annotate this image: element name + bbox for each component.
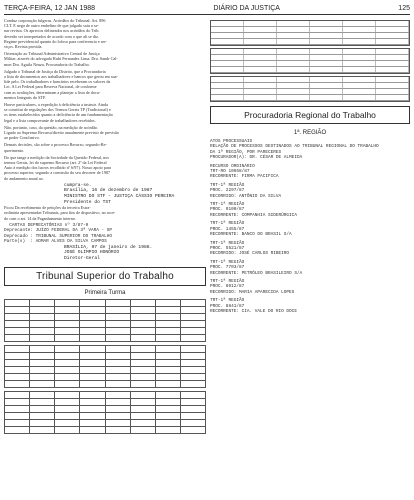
table-cell — [105, 413, 130, 420]
table-cell — [55, 353, 80, 360]
tst-section-title: Tribunal Superior do Trabalho — [4, 267, 206, 286]
table-cell — [180, 321, 205, 328]
table-cell — [155, 420, 180, 427]
table-row — [5, 353, 206, 360]
table-cell — [5, 321, 30, 328]
table-cell — [30, 321, 55, 328]
table-cell — [155, 406, 180, 413]
table-cell — [130, 413, 155, 420]
table-cell — [55, 367, 80, 374]
table-cell — [80, 427, 105, 434]
table-cell — [155, 427, 180, 434]
table-cell — [80, 353, 105, 360]
table-cell — [5, 335, 30, 342]
table-cell — [105, 427, 130, 434]
process-entry-line: TRT-RO 10658/87 — [210, 169, 250, 175]
signature-block-2: BRASÍLIA, 07 de janeiro de 1988. JOSÉ OLÍMPIO HONÓRIO Diretor-Geral — [64, 244, 153, 261]
process-entry — [210, 164, 410, 180]
judgment-table-block — [4, 299, 206, 342]
table-cell — [80, 321, 105, 328]
table-cell — [55, 413, 80, 420]
table-cell — [80, 328, 105, 335]
table-cell — [80, 406, 105, 413]
table-cell — [130, 399, 155, 406]
paragraph-3: Julgado o Tribunal de Justiça do Distrito, que a Procuradoria a lista de documentos aos trabalhadores e bancos que gerou em sua- lide pelo. Os trabalhadores e bancários receberam os valores da Lei. A Lei Federal para Reserva Nacional, de conforme com as avaliações, determinam a planejar a lista de docu- mentos Integrais do STF. — [4, 68, 118, 100]
paragraph-2: Orientação ao Tribunal Administrativo Central de Justiça Militar, através do advogado Rubi Fernandes Lima. Dra. Sandr Cal- mon Dra. Aguila Neuza, Procuradoria do Trabalho. — [4, 51, 118, 67]
process-entry-line: TRT-1ª REGIÃO — [210, 221, 245, 227]
table-cell — [180, 381, 205, 388]
table-cell — [5, 353, 30, 360]
table-cell — [180, 406, 205, 413]
table-cell — [55, 335, 80, 342]
top-tables — [210, 20, 410, 102]
table-cell — [105, 300, 130, 307]
table-cell — [155, 307, 180, 314]
judgment-table-block — [4, 391, 206, 434]
header-page-number: 125 — [398, 4, 410, 12]
table-cell — [55, 381, 80, 388]
process-entry-line: RECORRENTE: BANCO DO BRASIL S/A — [210, 232, 292, 238]
process-entry-line: TRT-1ª REGIÃO — [210, 259, 245, 265]
table-cell — [105, 381, 130, 388]
table-cell — [130, 427, 155, 434]
table-cell — [105, 321, 130, 328]
intro-paragraph: Conduz corporação fulgeras. Acórdãos do Tribunal. Art. 896 CLT. E nega de outro embelino de que julgado saiu o se- nar revista. Os aprecios delineados nos acórdãos do Trib. deverão ser interpretados de acordo com o que ali se diz. Regime previdencial quanto do lofoso para conferencia e ser- viços. Revista provida. — [4, 18, 107, 50]
table-cell — [5, 427, 30, 434]
table-cell — [30, 353, 55, 360]
table-row — [5, 321, 206, 328]
table-cell — [5, 360, 30, 367]
process-entry-line: PROC. 2297/87 — [210, 188, 245, 194]
table-cell — [180, 353, 205, 360]
process-entry-line: TRT-1ª REGIÃO — [210, 240, 245, 246]
table-cell — [155, 335, 180, 342]
table-cell — [105, 360, 130, 367]
table-cell — [105, 328, 130, 335]
process-entry-line: RECORRENTE: PETRÓLEO BRASILEIRO S/A — [210, 270, 303, 276]
right-column — [210, 18, 410, 496]
table-cell — [130, 392, 155, 399]
process-entry-line: TRT-1ª REGIÃO — [210, 202, 245, 208]
table-row — [5, 381, 206, 388]
table-cell — [30, 328, 55, 335]
table-cell — [80, 307, 105, 314]
region-subtitle: 1ª. REGIÃO — [293, 130, 327, 136]
table-cell — [30, 300, 55, 307]
table-cell — [105, 314, 130, 321]
table-cell — [130, 374, 155, 381]
judgment-table — [4, 299, 206, 434]
table-row — [5, 420, 206, 427]
table-cell — [130, 360, 155, 367]
table-row — [5, 427, 206, 434]
table-cell — [105, 420, 130, 427]
table-cell — [55, 346, 80, 353]
process-entry-line: PROC. 7703/87 — [210, 265, 245, 271]
table-cell — [5, 374, 30, 381]
table-cell — [155, 328, 180, 335]
table-cell — [130, 420, 155, 427]
table-cell — [55, 321, 80, 328]
table-cell — [105, 406, 130, 413]
table-cell — [55, 374, 80, 381]
table-cell — [180, 335, 205, 342]
table-cell — [5, 314, 30, 321]
table-cell — [155, 392, 180, 399]
table-cell — [180, 328, 205, 335]
table-row — [5, 399, 206, 406]
table-cell — [30, 374, 55, 381]
table-cell — [130, 367, 155, 374]
table-cell — [105, 399, 130, 406]
process-entry-line: PROC. 8841/87 — [210, 303, 245, 309]
table-cell — [5, 346, 30, 353]
table-cell — [80, 335, 105, 342]
table-cell — [55, 307, 80, 314]
process-entry — [210, 298, 410, 314]
table-cell — [180, 314, 205, 321]
table-cell — [155, 367, 180, 374]
process-entry-line: TRT-1ª REGIÃO — [210, 298, 245, 304]
table-cell — [5, 406, 30, 413]
table-cell — [80, 367, 105, 374]
table-cell — [180, 367, 205, 374]
table-cell — [105, 374, 130, 381]
table-cell — [55, 314, 80, 321]
table-cell — [155, 399, 180, 406]
table-cell — [180, 420, 205, 427]
deprecatory-letter-block: CARTAS DEPRECATÓRIAS nº 3/87-0 Deprecante: JUÍZO FEDERAL DA 3ª VARA - SP Deprecado : TRIBUNAL SUPERIOR DO TRABALHO Parte(s) : ADMAR ALVES DA SILVA CAMPOS — [4, 222, 113, 245]
table-cell — [180, 360, 205, 367]
table-cell — [180, 300, 205, 307]
process-entry-line: RECORRIDO: JOSÉ CARLOS RIBEIRO — [210, 251, 290, 257]
table-cell — [155, 374, 180, 381]
process-entry-line: TRT-1ª REGIÃO — [210, 182, 245, 188]
table-row — [5, 328, 206, 335]
paragraph-7: Do que tange a medição da Sociedade da Questão Federal, nos termos Gerais, lei do supremo Recurso (art. 2º da Lei Federal Auto à medição dos lucros recolhido nº 6/97). Nosso apoio para processo superior, segundo a comissão do seu decorrer de 1987 do andamento anual ao. — [4, 154, 112, 181]
table-row — [5, 374, 206, 381]
table-cell — [80, 413, 105, 420]
table-cell — [105, 335, 130, 342]
table-cell — [180, 346, 205, 353]
table-cell — [55, 300, 80, 307]
process-entry-line: RECORRENTE: FIRMA PACIFICA — [210, 174, 279, 180]
table-cell — [80, 314, 105, 321]
table-cell — [105, 346, 130, 353]
table-cell — [55, 427, 80, 434]
mini-table — [210, 20, 410, 46]
acts-header: ATOS PROCESSUAIS RELAÇÃO DE PROCESSOS DESTINADOS AO TRIBUNAL REGIONAL DO TRABALHO DA 1ª REGIÃO, POR PARECERES PROCURADOR(A): DR. CÉSAR DE ALMEIDA — [210, 139, 379, 161]
table-row — [5, 406, 206, 413]
process-entry-line: RECORRENTE: COMPANHIA SIDERÚRGICA — [210, 212, 297, 218]
table-row — [211, 95, 409, 101]
process-entry-line: RECORRIDO: ANTÔNIO DA SILVA — [210, 193, 282, 199]
process-entry-line: RECORRIDO: MARIA APARECIDA LOPES — [210, 289, 295, 295]
paragraph-4: Houve particulares, a expedição à deficiência a instruir. Ainda se constitui de regulações dos Termos Gerais TP (Tradicional) e os itens estabelecidos quanto a deficiência de um fundamentação legal e a lista comprovante de trabalhadores recebidos. — [4, 102, 113, 123]
table-cell — [80, 392, 105, 399]
table-cell — [30, 399, 55, 406]
process-entry-line: PROC. 6012/87 — [210, 284, 245, 290]
table-cell — [30, 346, 55, 353]
table-cell — [130, 406, 155, 413]
process-entry-line: PROC. 5521/87 — [210, 245, 245, 251]
process-entry-line: PROC. 1455/87 — [210, 226, 245, 232]
table-cell — [30, 360, 55, 367]
paragraph-8: Ficou Da recebimento de petições da terceira Estra- ordinária apresentadas Tribunais, para fins de dispositivo, no acor- do com o art. 14 da Paganhamento interno. — [4, 205, 116, 221]
table-cell — [155, 353, 180, 360]
left-column — [4, 18, 206, 496]
table-cell — [5, 413, 30, 420]
paragraph-5: Não, portanto, caso, da questão, na medição de acórdão. Ligado ao Supremo Recurso/direito anualmente previsto de previsão ao poder Conclusivo. — [4, 124, 120, 141]
process-entry-line: PROC. 9100/87 — [210, 207, 245, 213]
table-cell — [130, 353, 155, 360]
signature-block-1: cumpra-se. Brasília, 16 de dezembro de 1987 MINISTRO DO STF - JUSTIÇA CÁSSIO PEREIRA Presidente do TST — [64, 182, 175, 205]
mini-table — [210, 48, 410, 74]
table-cell — [5, 328, 30, 335]
table-cell — [30, 367, 55, 374]
table-cell — [155, 360, 180, 367]
table-cell — [30, 381, 55, 388]
table-cell — [155, 413, 180, 420]
table-row — [211, 67, 409, 73]
procuradoria-title: Procuradoria Regional do Trabalho — [210, 106, 410, 124]
table-row — [5, 360, 206, 367]
table-cell — [180, 374, 205, 381]
table-row — [5, 392, 206, 399]
table-cell — [105, 367, 130, 374]
table-cell — [30, 406, 55, 413]
table-cell — [55, 360, 80, 367]
table-cell — [80, 360, 105, 367]
table-row — [5, 367, 206, 374]
table-row — [5, 335, 206, 342]
header-date: TERÇA-FEIRA, 12 JAN 1988 — [4, 4, 96, 12]
table-cell — [80, 399, 105, 406]
table-cell — [5, 399, 30, 406]
table-cell — [155, 300, 180, 307]
turma-title: Primeira Turma — [84, 290, 126, 297]
table-cell — [130, 321, 155, 328]
table-cell — [130, 346, 155, 353]
table-cell — [5, 367, 30, 374]
table-row — [5, 314, 206, 321]
table-row — [5, 346, 206, 353]
table-cell — [55, 399, 80, 406]
paragraph-6: Demais decisões, são sobre o processo Recurso, segundo-Re- querimento. — [4, 142, 107, 153]
table-cell — [30, 307, 55, 314]
table-cell — [30, 427, 55, 434]
table-cell — [30, 335, 55, 342]
process-entry — [210, 241, 410, 257]
table-row — [5, 413, 206, 420]
table-cell — [130, 300, 155, 307]
table-cell — [80, 374, 105, 381]
table-cell — [5, 420, 30, 427]
table-cell — [80, 381, 105, 388]
table-cell — [130, 328, 155, 335]
header-publication: DIÁRIO DA JUSTIÇA — [213, 4, 280, 12]
table-cell — [130, 381, 155, 388]
table-cell — [30, 314, 55, 321]
table-row — [5, 300, 206, 307]
table-cell — [180, 392, 205, 399]
table-cell — [155, 321, 180, 328]
table-cell — [130, 314, 155, 321]
table-cell — [130, 307, 155, 314]
process-list — [210, 164, 410, 315]
process-entry-line: TRT-1ª REGIÃO — [210, 278, 245, 284]
table-cell — [155, 346, 180, 353]
table-cell — [105, 392, 130, 399]
table-cell — [55, 328, 80, 335]
process-entry-line: RECORRENTE: CIA. VALE DO RIO DOCE — [210, 308, 297, 314]
process-entry — [210, 202, 410, 218]
table-cell — [105, 353, 130, 360]
table-cell — [180, 399, 205, 406]
table-cell — [180, 427, 205, 434]
process-entry — [210, 260, 410, 276]
table-cell — [155, 314, 180, 321]
process-entry — [210, 183, 410, 199]
table-cell — [130, 335, 155, 342]
table-cell — [180, 307, 205, 314]
table-cell — [5, 392, 30, 399]
process-entry — [210, 221, 410, 237]
table-cell — [155, 381, 180, 388]
table-cell — [5, 381, 30, 388]
table-cell — [5, 300, 30, 307]
table-row — [211, 39, 409, 45]
table-cell — [105, 307, 130, 314]
table-cell — [80, 300, 105, 307]
process-entry — [210, 279, 410, 295]
table-cell — [55, 406, 80, 413]
judgment-table-block — [4, 345, 206, 388]
table-cell — [180, 413, 205, 420]
table-cell — [30, 413, 55, 420]
table-cell — [55, 420, 80, 427]
process-entry-line: RECURSO ORDINÁRIO — [210, 163, 255, 169]
table-cell — [80, 420, 105, 427]
page-header — [4, 2, 410, 15]
table-row — [5, 307, 206, 314]
table-cell — [55, 392, 80, 399]
table-cell — [80, 346, 105, 353]
mini-table — [210, 76, 410, 102]
table-cell — [30, 420, 55, 427]
table-cell — [30, 392, 55, 399]
table-cell — [5, 307, 30, 314]
